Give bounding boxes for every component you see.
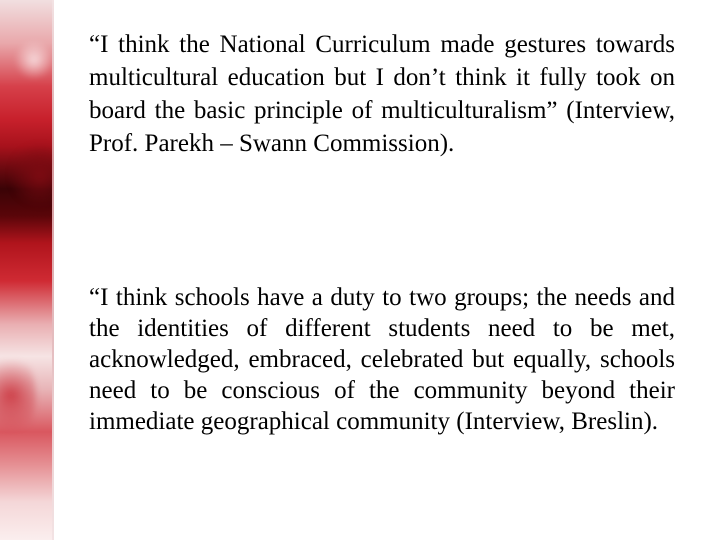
decorative-blot [0,350,36,440]
quote-breslin: “I think schools have a duty to two groups; the needs and the identities of different students need to be met, acknowledged, embraced, celebrated but equally, schools need to be conscious of the community beyond their immediate geographical community (Interview, Breslin). [89,284,675,435]
decorative-blot [10,140,52,210]
strip-edge-divider [52,0,54,540]
decorative-blot [14,40,52,80]
decorative-side-strip [0,0,52,540]
quote-parekh: “I think the National Curriculum made gestures towards multicultural education but I don’t think it fully took on board the basic principle of multiculturalism” (Interview, Prof. Parekh – Swann Commission). [89,31,675,157]
